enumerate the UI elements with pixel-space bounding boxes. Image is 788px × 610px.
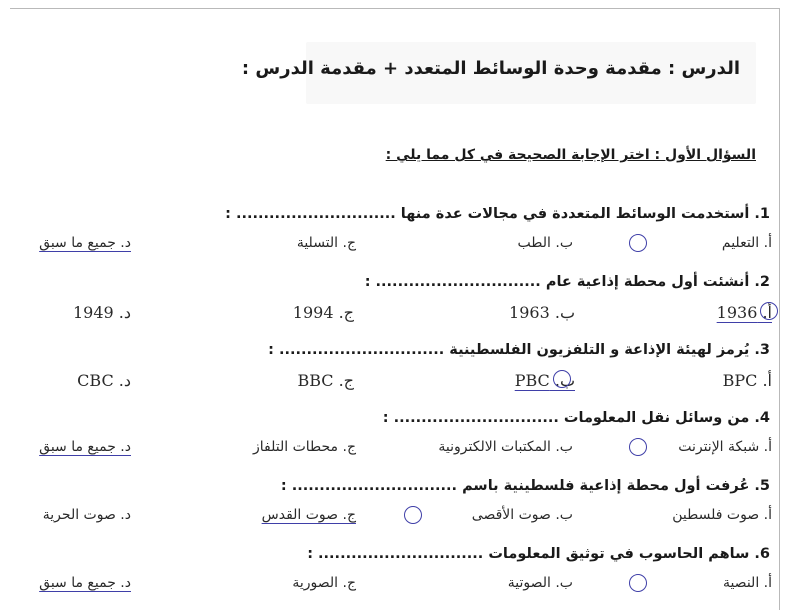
question-1-text: 1. أستخدمت الوسائط المتعددة في مجالات عدة منها ............................. : xyxy=(225,206,770,222)
q4-option-a[interactable]: أ. شبكة الإنترنت xyxy=(678,439,772,455)
question-3-text: 3. يُرمز لهيئة الإذاعة و التلفزيون الفلسطينية .............................. : xyxy=(268,342,770,358)
q6-option-a[interactable]: أ. النصية xyxy=(722,575,772,591)
q4-option-c[interactable]: ج. محطات التلفاز xyxy=(253,439,356,455)
q4-answer-circle xyxy=(629,438,647,456)
q2-option-c[interactable]: ج. 1994 xyxy=(292,303,354,322)
q1-option-a[interactable]: أ. التعليم xyxy=(721,235,772,251)
question-6-text: 6. ساهم الحاسوب في توثيق المعلومات .............................. : xyxy=(307,546,770,562)
q2-option-d[interactable]: د. 1949 xyxy=(72,303,131,322)
q6-option-c[interactable]: ج. الصورية xyxy=(292,575,356,591)
q5-option-d[interactable]: د. صوت الحرية xyxy=(42,507,131,523)
q1-option-d[interactable]: د. جميع ما سبق xyxy=(39,235,131,251)
page-border-right xyxy=(779,8,780,610)
question-4-text: 4. من وسائل نقل المعلومات .............................. : xyxy=(382,410,770,426)
q5-option-c[interactable]: ج. صوت القدس xyxy=(261,507,356,523)
q1-option-c[interactable]: ج. التسلية xyxy=(296,235,356,251)
q2-option-a[interactable]: أ. 1936 xyxy=(716,303,772,322)
q1-answer-circle xyxy=(629,234,647,252)
q5-option-b[interactable]: ب. صوت الأقصى xyxy=(471,507,573,523)
q4-option-d[interactable]: د. جميع ما سبق xyxy=(39,439,131,455)
question-5-text: 5. عُرفت أول محطة إذاعية فلسطينية باسم .............................. : xyxy=(280,478,770,494)
question-2-text: 2. أنشئت أول محطة إذاعية عام .............................. : xyxy=(364,274,770,290)
page-border-top xyxy=(10,8,780,9)
lesson-title: الدرس : مقدمة وحدة الوسائط المتعدد + مقدمة الدرس : xyxy=(241,58,740,79)
q3-option-b[interactable]: ب. PBC xyxy=(514,371,575,390)
q4-option-b[interactable]: ب. المكتبات الالكترونية xyxy=(438,439,573,455)
q3-option-d[interactable]: د. CBC xyxy=(77,371,131,390)
q5-answer-circle xyxy=(404,506,422,524)
q1-option-b[interactable]: ب. الطب xyxy=(517,235,573,251)
q2-option-b[interactable]: ب. 1963 xyxy=(509,303,575,322)
q6-answer-circle xyxy=(629,574,647,592)
q6-option-b[interactable]: ب. الصوتية xyxy=(507,575,573,591)
q6-option-d[interactable]: د. جميع ما سبق xyxy=(39,575,131,591)
q3-option-a[interactable]: أ. BPC xyxy=(722,371,772,390)
section-heading: السؤال الأول : اختر الإجابة الصحيحة في كل مما يلي : xyxy=(385,147,756,163)
q5-option-a[interactable]: أ. صوت فلسطين xyxy=(672,507,772,523)
q3-option-c[interactable]: ج. BBC xyxy=(297,371,354,390)
